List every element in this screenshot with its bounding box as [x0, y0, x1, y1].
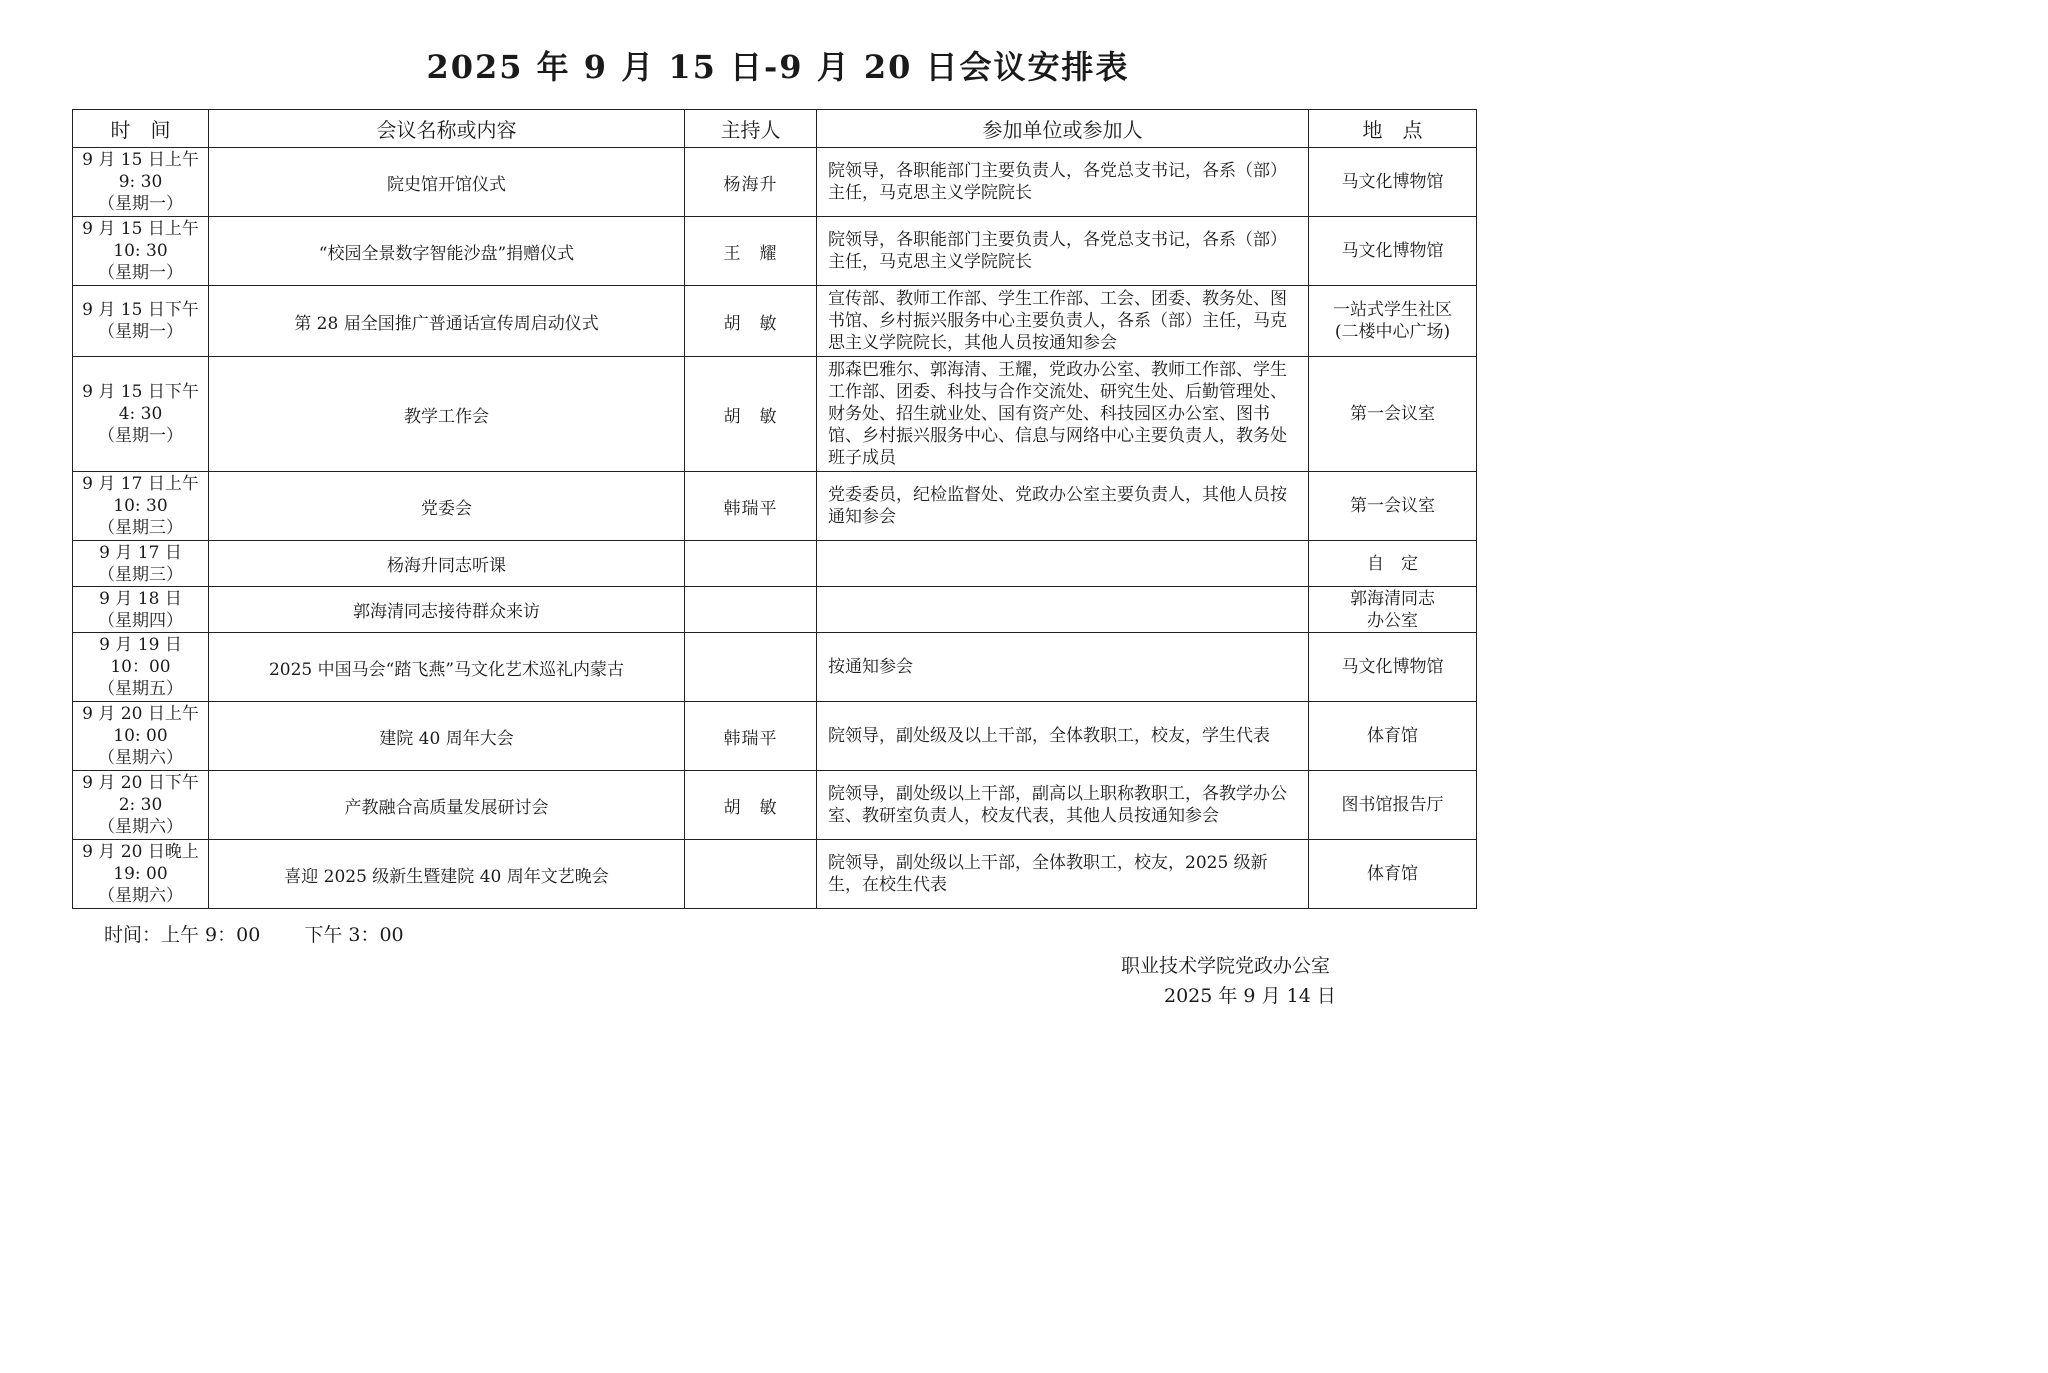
cell-participants: 宣传部、教师工作部、学生工作部、工会、团委、教务处、图书馆、乡村振兴服务中心主要负责人，各系（部）主任，马克思主义学院院长，其他人员按通知参会 — [817, 286, 1309, 357]
cell-meeting-name: 院史馆开馆仪式 — [209, 148, 685, 217]
cell-host: 胡 敏 — [685, 286, 817, 357]
cell-time: 9 月 18 日 （星期四） — [73, 587, 209, 633]
header-meeting-name: 会议名称或内容 — [209, 110, 685, 148]
cell-meeting-name: 建院 40 周年大会 — [209, 702, 685, 771]
cell-location: 马文化博物馆 — [1309, 217, 1477, 286]
cell-time: 9 月 15 日下午 4: 30 （星期一） — [73, 357, 209, 472]
cell-meeting-name: 第 28 届全国推广普通话宣传周启动仪式 — [209, 286, 685, 357]
cell-meeting-name: 喜迎 2025 级新生暨建院 40 周年文艺晚会 — [209, 840, 685, 909]
table-header-row — [73, 110, 1477, 148]
cell-location: 马文化博物馆 — [1309, 148, 1477, 217]
cell-time: 9 月 20 日上午 10: 00 （星期六） — [73, 702, 209, 771]
cell-location: 体育馆 — [1309, 840, 1477, 909]
header-location: 地 点 — [1309, 110, 1477, 148]
cell-time: 9 月 15 日下午 （星期一） — [73, 286, 209, 357]
cell-participants — [817, 541, 1309, 587]
cell-host — [685, 541, 817, 587]
cell-host: 王 耀 — [685, 217, 817, 286]
cell-meeting-name: “校园全景数字智能沙盘”捐赠仪式 — [209, 217, 685, 286]
cell-participants: 院领导，各职能部门主要负责人，各党总支书记，各系（部）主任，马克思主义学院院长 — [817, 217, 1309, 286]
table-row — [73, 702, 1477, 771]
cell-meeting-name: 教学工作会 — [209, 357, 685, 472]
header-time: 时 间 — [73, 110, 209, 148]
time-note-morning: 时间：上午 9：00 — [104, 924, 261, 946]
cell-host: 胡 敏 — [685, 357, 817, 472]
cell-participants — [817, 587, 1309, 633]
table-row — [73, 217, 1477, 286]
cell-location: 图书馆报告厅 — [1309, 771, 1477, 840]
table-row — [73, 633, 1477, 702]
header-host: 主持人 — [685, 110, 817, 148]
cell-meeting-name: 杨海升同志听课 — [209, 541, 685, 587]
issuer-office: 职业技术学院党政办公室 — [1121, 955, 1331, 977]
cell-host — [685, 840, 817, 909]
meeting-schedule-table — [72, 109, 1477, 909]
cell-host: 韩瑞平 — [685, 472, 817, 541]
cell-location: 第一会议室 — [1309, 472, 1477, 541]
cell-location: 自 定 — [1309, 541, 1477, 587]
cell-location: 第一会议室 — [1309, 357, 1477, 472]
cell-host: 韩瑞平 — [685, 702, 817, 771]
cell-meeting-name: 2025 中国马会“踏飞燕”马文化艺术巡礼内蒙古 — [209, 633, 685, 702]
cell-time: 9 月 15 日上午 9: 30 （星期一） — [73, 148, 209, 217]
time-note-afternoon: 下午 3：00 — [304, 924, 404, 946]
cell-location: 体育馆 — [1309, 702, 1477, 771]
cell-participants: 院领导，副处级以上干部，全体教职工，校友，2025 级新生，在校生代表 — [817, 840, 1309, 909]
cell-time: 9 月 19 日 10：00 （星期五） — [73, 633, 209, 702]
table-row — [73, 286, 1477, 357]
table-row — [73, 541, 1477, 587]
cell-meeting-name: 郭海清同志接待群众来访 — [209, 587, 685, 633]
cell-location: 郭海清同志 办公室 — [1309, 587, 1477, 633]
cell-time: 9 月 15 日上午 10: 30 （星期一） — [73, 217, 209, 286]
cell-time: 9 月 17 日 （星期三） — [73, 541, 209, 587]
cell-time: 9 月 20 日下午 2: 30 （星期六） — [73, 771, 209, 840]
header-participants: 参加单位或参加人 — [817, 110, 1309, 148]
table-row — [73, 472, 1477, 541]
issue-date: 2025 年 9 月 14 日 — [1164, 985, 1336, 1007]
cell-host — [685, 587, 817, 633]
time-note — [104, 920, 404, 947]
cell-location: 一站式学生社区 (二楼中心广场) — [1309, 286, 1477, 357]
cell-host: 杨海升 — [685, 148, 817, 217]
table-row — [73, 840, 1477, 909]
cell-participants: 党委委员，纪检监督处、党政办公室主要负责人，其他人员按通知参会 — [817, 472, 1309, 541]
cell-meeting-name: 产教融合高质量发展研讨会 — [209, 771, 685, 840]
cell-participants: 那森巴雅尔、郭海清、王耀，党政办公室、教师工作部、学生工作部、团委、科技与合作交流处、研究生处、后勤管理处、财务处、招生就业处、国有资产处、科技园区办公室、图书馆、乡村振兴服务中心、信息与网络中心主要负责人，教务处班子成员 — [817, 357, 1309, 472]
cell-participants: 院领导，副处级以上干部，副高以上职称教职工，各教学办公室、教研室负责人，校友代表，其他人员按通知参会 — [817, 771, 1309, 840]
cell-meeting-name: 党委会 — [209, 472, 685, 541]
cell-time: 9 月 20 日晚上 19: 00 （星期六） — [73, 840, 209, 909]
cell-time: 9 月 17 日上午 10: 30 （星期三） — [73, 472, 209, 541]
table-row — [73, 148, 1477, 217]
cell-participants: 按通知参会 — [817, 633, 1309, 702]
cell-host — [685, 633, 817, 702]
table-row — [73, 587, 1477, 633]
table-row — [73, 771, 1477, 840]
cell-location: 马文化博物馆 — [1309, 633, 1477, 702]
table-row — [73, 357, 1477, 472]
page-title: 2025 年 9 月 15 日-9 月 20 日会议安排表 — [426, 48, 1130, 86]
cell-participants: 院领导，副处级及以上干部，全体教职工，校友，学生代表 — [817, 702, 1309, 771]
cell-host: 胡 敏 — [685, 771, 817, 840]
cell-participants: 院领导，各职能部门主要负责人，各党总支书记，各系（部）主任，马克思主义学院院长 — [817, 148, 1309, 217]
